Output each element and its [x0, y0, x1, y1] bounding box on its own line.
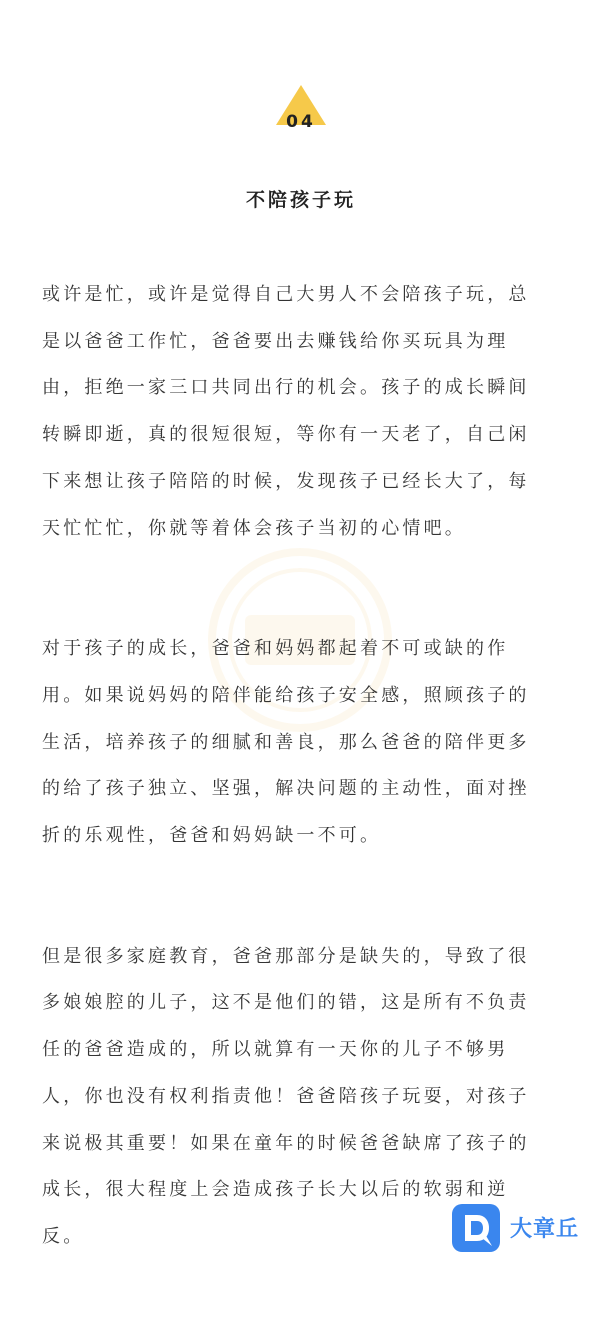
text-line: 天忙忙忙，你就等着体会孩子当初的心情吧。 — [42, 517, 466, 539]
text-line: 人，你也没有权利指责他！爸爸陪孩子玩耍，对孩子 — [42, 1085, 530, 1107]
article-body — [42, 272, 564, 1335]
text-line: 是以爸爸工作忙，爸爸要出去赚钱给你买玩具为理 — [42, 330, 509, 352]
text-line: 的给了孩子独立、坚强，解决问题的主动性，面对挫 — [42, 778, 530, 800]
text-line: 或许是忙，或许是觉得自己大男人不会陪孩子玩，总 — [42, 284, 530, 305]
paragraph-2 — [42, 626, 564, 860]
section-badge — [276, 85, 326, 133]
text-line: 成长，很大程度上会造成孩子长大以后的软弱和逆 — [42, 1179, 509, 1201]
text-line: 多娘娘腔的儿子，这不是他们的错，这是所有不负责 — [42, 992, 530, 1014]
text-line: 由，拒绝一家三口共同出行的机会。孩子的成长瞬间 — [42, 377, 530, 399]
text-line: 任的爸爸造成的，所以就算有一天你的儿子不够男 — [42, 1039, 509, 1061]
d-logo-icon — [452, 1204, 500, 1252]
text-line: 对于孩子的成长，爸爸和妈妈都起着不可或缺的作 — [42, 638, 509, 660]
brand-logo — [452, 1204, 602, 1256]
paragraph-1 — [42, 272, 564, 552]
text-line: 生活，培养孩子的细腻和善良，那么爸爸的陪伴更多 — [42, 731, 530, 753]
text-line: 用。如果说妈妈的陪伴能给孩子安全感，照顾孩子的 — [42, 684, 530, 706]
section-number: 04 — [286, 112, 316, 132]
section-title: 不陪孩子玩 — [245, 189, 356, 211]
text-line: 下来想让孩子陪陪的时候，发现孩子已经长大了，每 — [42, 470, 530, 492]
text-line: 但是很多家庭教育，爸爸那部分是缺失的，导致了很 — [42, 945, 530, 967]
text-line: 转瞬即逝，真的很短很短，等你有一天老了，自己闲 — [42, 424, 530, 446]
brand-logo-text: 大章丘 — [510, 1217, 580, 1242]
text-line: 来说极其重要！如果在童年的时候爸爸缺席了孩子的 — [42, 1132, 530, 1154]
text-line: 折的乐观性，爸爸和妈妈缺一不可。 — [42, 825, 382, 847]
text-line: 反。 — [42, 1225, 85, 1247]
